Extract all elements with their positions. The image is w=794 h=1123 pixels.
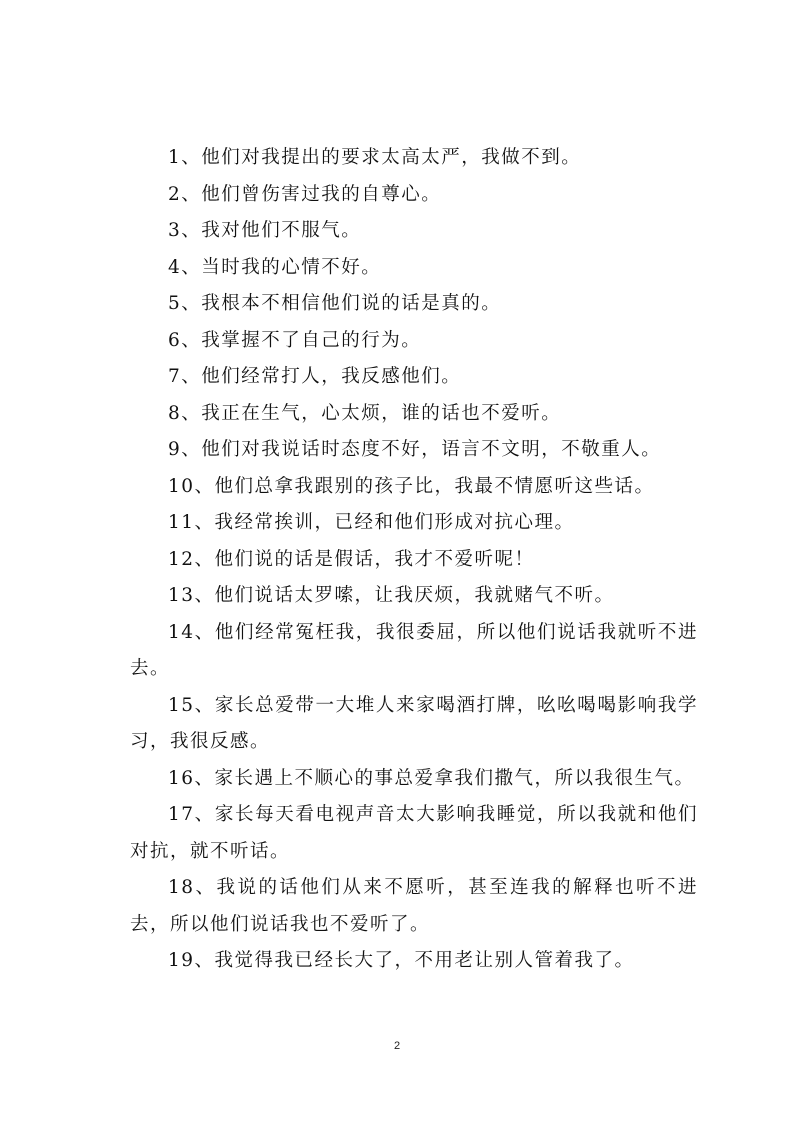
list-item: 17、家长每天看电视声音太大影响我睡觉，所以我就和他们对抗，就不听话。 — [130, 804, 698, 862]
document-body — [130, 140, 698, 980]
list-item: 14、他们经常冤枉我，我很委屈，所以他们说话我就听不进去。 — [130, 621, 698, 679]
list-item: 3、我对他们不服气。 — [168, 220, 362, 241]
list-item: 7、他们经常打人，我反感他们。 — [168, 366, 462, 387]
list-item: 18、我说的话他们从来不愿听，甚至连我的解释也听不进去，所以他们说话我也不爱听了。 — [130, 877, 698, 935]
list-item: 12、他们说的话是假话，我才不爱听呢！ — [168, 548, 535, 570]
list-item: 13、他们说话太罗嗦，让我厌烦，我就赌气不听。 — [168, 585, 615, 606]
list-item: 15、家长总爱带一大堆人来家喝酒打牌，吆吆喝喝影响我学习，我很反感。 — [130, 694, 698, 752]
list-item: 8、我正在生气，心太烦，谁的话也不爱听。 — [168, 402, 562, 424]
list-item: 9、他们对我说话时态度不好，语言不文明，不敬重人。 — [168, 439, 662, 460]
list-item: 19、我觉得我已经长大了，不用老让别人管着我了。 — [168, 950, 635, 971]
list-item: 11、我经常挨训，已经和他们形成对抗心理。 — [168, 512, 575, 533]
list-item: 2、他们曾伤害过我的自尊心。 — [168, 183, 442, 205]
list-item: 4、当时我的心情不好。 — [168, 256, 382, 278]
list-item: 1、他们对我提出的要求太高太严，我做不到。 — [168, 147, 582, 168]
page-number: 2 — [393, 1040, 401, 1052]
list-item: 6、我掌握不了自己的行为。 — [168, 329, 422, 351]
list-item: 16、家长遇上不顺心的事总爱拿我们撒气，所以我很生气。 — [168, 767, 695, 789]
list-item: 10、他们总拿我跟别的孩子比，我最不情愿听这些话。 — [168, 475, 655, 497]
list-item: 5、我根本不相信他们说的话是真的。 — [168, 293, 502, 314]
